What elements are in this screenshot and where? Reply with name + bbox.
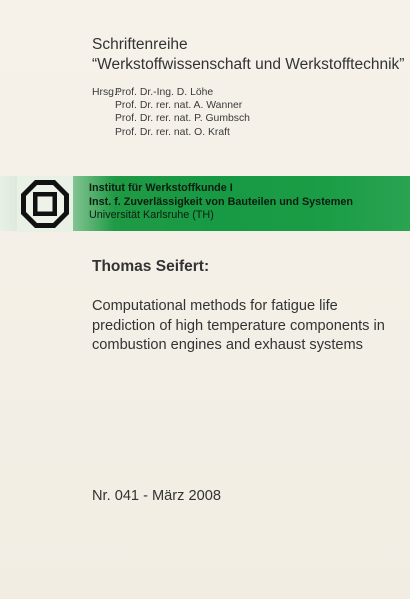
document-title: Computational methods for fatigue life prediction of high temperature components in combustion engines and exhaust systems [92,298,385,354]
university-logo-icon [17,176,73,232]
editor-row [92,126,250,139]
institute-line-1: Institut für Werkstoffkunde I [89,182,233,194]
institute-line-3: Universität Karlsruhe (TH) [89,209,214,221]
editor-name: Prof. Dr. rer. nat. O. Kraft [115,126,230,138]
editor-row [92,112,250,125]
editors-prefix: Hrsg.: [92,87,120,98]
editor-name: Prof. Dr. rer. nat. P. Gumbsch [115,113,250,125]
issue-number: Nr. 041 - März 2008 [92,488,221,504]
author-name: Thomas Seifert: [92,258,210,275]
institute-line-2: Inst. f. Zuverlässigkeit von Bauteilen und Systemen [89,195,353,208]
editor-row [92,86,250,99]
editor-row [92,99,250,112]
editor-name: Prof. Dr. rer. nat. A. Wanner [115,100,243,112]
series-label: Schriftenreihe [92,36,188,53]
institute-block [89,182,353,223]
series-name: “Werkstoffwissenschaft und Werkstofftechnik” [92,56,405,73]
editor-name: Prof. Dr.-Ing. D. Löhe [115,87,214,98]
editors-list [92,86,250,139]
